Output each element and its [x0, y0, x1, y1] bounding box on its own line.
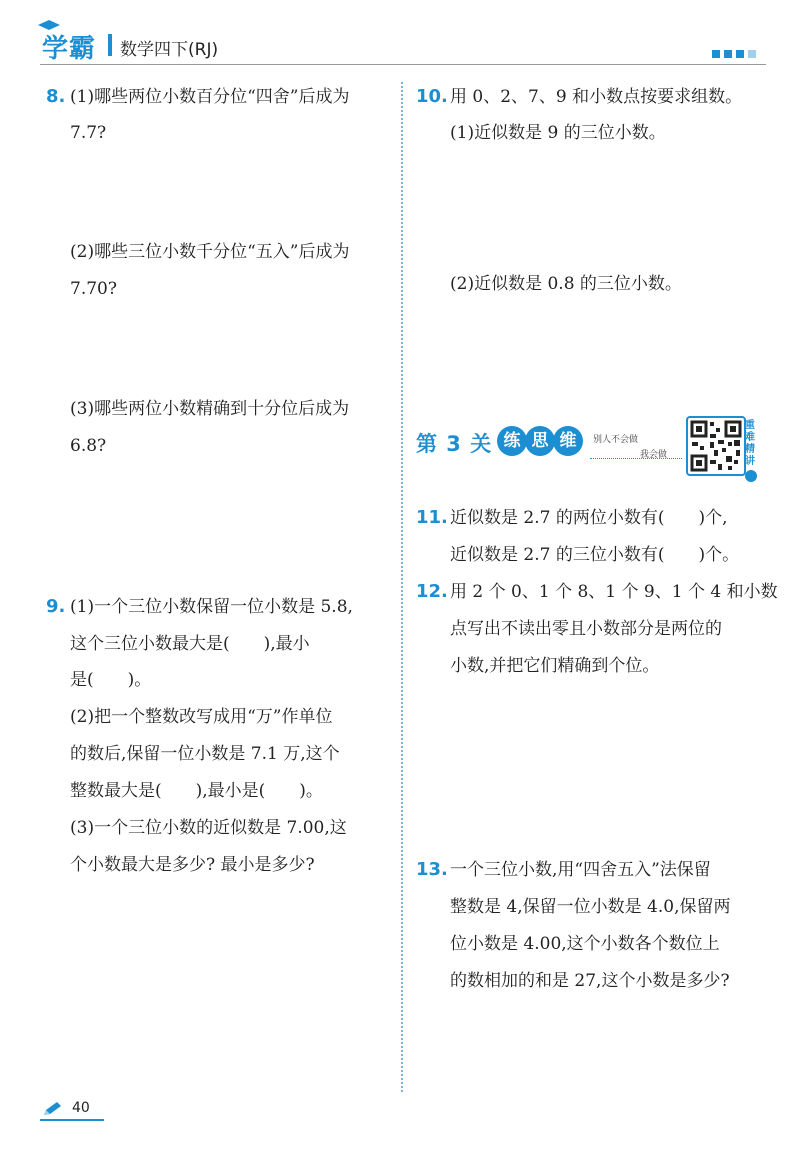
- question-text: 点写出不读出零且小数部分是两位的: [450, 619, 722, 639]
- logo-divider: [108, 34, 112, 56]
- question-text: (3)一个三位小数的近似数是 7.00,这: [70, 818, 347, 838]
- question-text: 用 2 个 0、1 个 8、1 个 9、1 个 4 和小数: [450, 582, 778, 602]
- book-title: 数学四下(RJ): [120, 40, 219, 60]
- pencil-icon: [42, 1101, 64, 1117]
- header-decoration: [724, 50, 732, 58]
- section-badge-char: 练: [497, 426, 527, 456]
- question-text: 个小数最大是多少? 最小是多少?: [70, 855, 315, 875]
- column-divider: [401, 82, 403, 1092]
- footer-rule: [40, 1119, 104, 1121]
- question-text: 7.7?: [70, 123, 107, 143]
- question-text: 位小数是 4.00,这个小数各个数位上: [450, 934, 720, 954]
- question-number: 13.: [416, 859, 448, 880]
- page-number: 40: [72, 1100, 90, 1116]
- question-number: 11.: [416, 507, 448, 528]
- header-decoration: [712, 50, 720, 58]
- question-text: (3)哪些两位小数精确到十分位后成为: [70, 399, 350, 419]
- banner-dotted-line: [590, 458, 682, 459]
- question-text: 是( )。: [70, 670, 152, 690]
- brand-logo: 学霸: [42, 34, 97, 64]
- question-text: 用 0、2、7、9 和小数点按要求组数。: [450, 87, 743, 107]
- question-text: 一个三位小数,用“四舍五入”法保留: [450, 860, 711, 880]
- question-text: (2)把一个整数改写成用“万”作单位: [70, 707, 333, 727]
- question-number: 9.: [46, 596, 66, 617]
- question-text: 7.70?: [70, 279, 117, 299]
- question-text: (1)一个三位小数保留一位小数是 5.8,: [70, 597, 353, 617]
- question-text: 的数相加的和是 27,这个小数是多少?: [450, 971, 730, 991]
- question-text: (1)近似数是 9 的三位小数。: [450, 123, 666, 143]
- question-text: 整数最大是( ),最小是( )。: [70, 781, 323, 801]
- question-text: 小数,并把它们精确到个位。: [450, 656, 660, 676]
- banner-note: 别人不会做: [593, 435, 639, 445]
- banner-note: 我会做: [640, 450, 668, 460]
- qr-label: 重难精讲: [745, 420, 755, 467]
- question-number: 8.: [46, 86, 66, 107]
- section-title: 第 3 关: [416, 432, 493, 456]
- question-number: 12.: [416, 581, 448, 602]
- question-text: 6.8?: [70, 436, 107, 456]
- question-text: (1)哪些两位小数百分位“四舍”后成为: [70, 87, 350, 107]
- header-rule: [40, 64, 766, 65]
- question-text: 这个三位小数最大是( ),最小: [70, 634, 310, 654]
- question-text: 整数是 4,保留一位小数是 4.0,保留两: [450, 897, 731, 917]
- question-number: 10.: [416, 86, 448, 107]
- question-text: 的数后,保留一位小数是 7.1 万,这个: [70, 744, 340, 764]
- question-text: (2)哪些三位小数千分位“五入”后成为: [70, 242, 350, 262]
- section-badge-char: 维: [553, 426, 583, 456]
- page-header: [0, 0, 800, 70]
- star-icon: [745, 470, 757, 482]
- header-decoration: [748, 50, 756, 58]
- question-text: (2)近似数是 0.8 的三位小数。: [450, 274, 682, 294]
- header-decoration: [736, 50, 744, 58]
- qr-code-icon[interactable]: [686, 416, 746, 476]
- question-text: 近似数是 2.7 的三位小数有( )个。: [450, 545, 740, 565]
- question-text: 近似数是 2.7 的两位小数有( )个,: [450, 508, 728, 528]
- qr-code-pattern: [688, 418, 744, 474]
- section-badge-char: 思: [525, 426, 555, 456]
